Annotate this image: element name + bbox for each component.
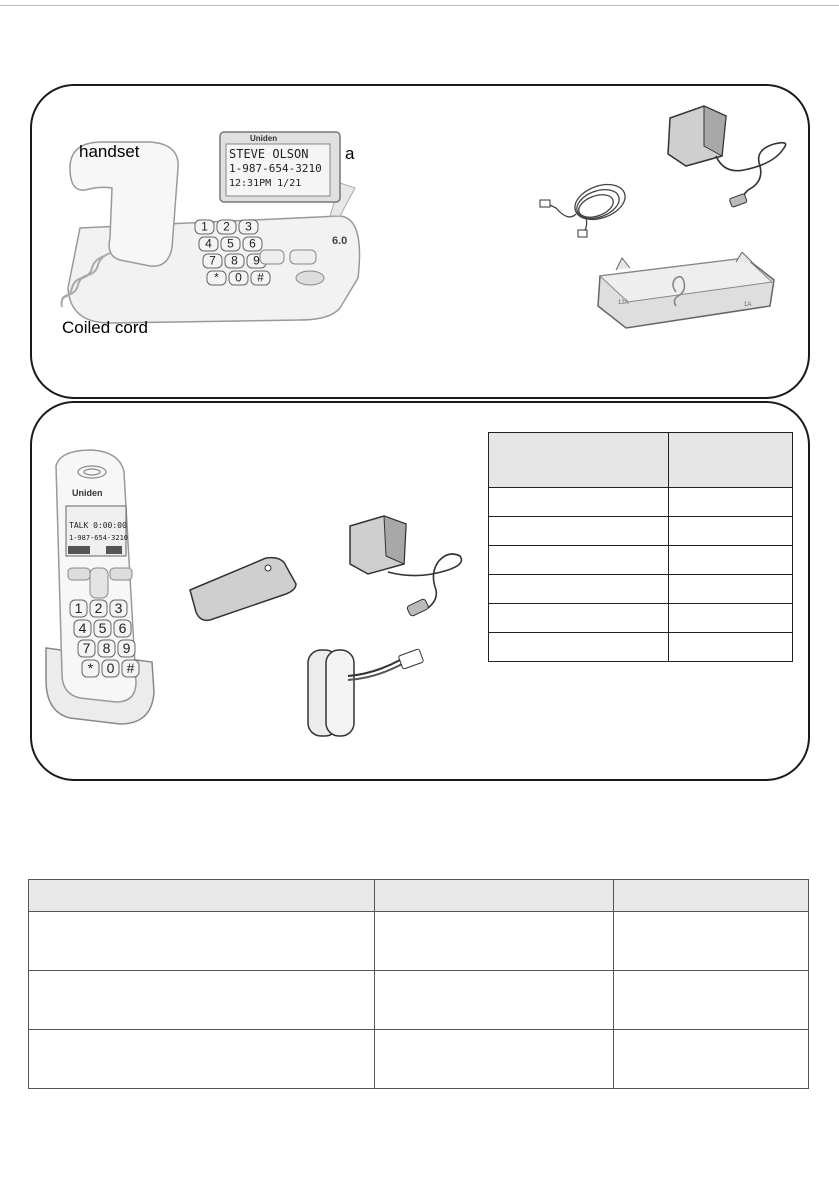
contents-table-row bbox=[489, 488, 793, 517]
specs-table-header-row bbox=[29, 880, 809, 912]
specs-table-header-cell bbox=[374, 880, 614, 912]
contents-table-cell bbox=[669, 546, 793, 575]
contents-table-cell bbox=[669, 633, 793, 662]
keypad-key-label: 9 bbox=[122, 639, 131, 656]
keypad-key-label: 2 bbox=[94, 599, 103, 616]
belt-clip-illustration bbox=[186, 556, 302, 622]
contents-table-cell bbox=[489, 517, 669, 546]
keypad-key-label: 5 bbox=[227, 236, 234, 251]
handset-display-line1: TALK 0:00:00 bbox=[69, 521, 127, 530]
keypad-key-label: 2 bbox=[223, 219, 230, 234]
keypad-key-label: # bbox=[126, 659, 135, 676]
keypad-key-label: * bbox=[87, 659, 94, 676]
a-label: a bbox=[345, 144, 355, 163]
phone-brand: Uniden bbox=[250, 134, 278, 143]
keypad-key-label: 4 bbox=[205, 236, 212, 251]
contents-table-cell bbox=[669, 517, 793, 546]
contents-table-cell bbox=[489, 575, 669, 604]
keypad-key-label: 4 bbox=[78, 619, 87, 636]
keypad-key-label: 7 bbox=[82, 639, 91, 656]
keypad-key-label: 9 bbox=[253, 253, 260, 268]
telephone-line-cord-illustration bbox=[538, 174, 634, 240]
handset-brand: Uniden bbox=[72, 488, 103, 498]
contents-table-cell bbox=[489, 633, 669, 662]
battery-pack-illustration bbox=[304, 646, 434, 740]
specs-table-cell bbox=[374, 971, 614, 1030]
handset-label: handset bbox=[79, 142, 140, 161]
contents-table-row bbox=[489, 546, 793, 575]
cordless-handset-illustration bbox=[40, 448, 160, 730]
keypad-key-label: 1 bbox=[201, 219, 208, 234]
keypad-key-label: 3 bbox=[114, 599, 123, 616]
specs-table-cell bbox=[29, 1030, 375, 1089]
keypad-key-label: 8 bbox=[102, 639, 111, 656]
keypad-key-label: 3 bbox=[245, 219, 252, 234]
contents-table-row bbox=[489, 604, 793, 633]
keypad-key-label: 6 bbox=[118, 619, 127, 636]
contents-table-cell bbox=[669, 575, 793, 604]
svg-text:1A: 1A bbox=[744, 302, 752, 308]
keypad-key-label: * bbox=[214, 270, 219, 285]
keypad-key-label: 5 bbox=[98, 619, 107, 636]
contents-table-row bbox=[489, 633, 793, 662]
phone-caller-number: 1-987-654-3210 bbox=[229, 162, 322, 175]
specs-table-cell bbox=[614, 1030, 809, 1089]
contents-table-cell bbox=[669, 488, 793, 517]
keypad-key-label: 1 bbox=[74, 599, 83, 616]
wall-mount-bracket-illustration bbox=[596, 252, 778, 332]
coiled-cord-label: Coiled cord bbox=[62, 318, 148, 337]
specs-table-cell bbox=[29, 971, 375, 1030]
keypad-key-label: 0 bbox=[106, 659, 115, 676]
contents-table-row bbox=[489, 517, 793, 546]
keypad-key-label: 6 bbox=[249, 236, 256, 251]
keypad-key-label: # bbox=[257, 270, 264, 285]
specs-table-row bbox=[29, 912, 809, 971]
phone-dect-badge: 6.0 bbox=[332, 235, 348, 247]
svg-text:12A: 12A bbox=[618, 300, 629, 306]
contents-table bbox=[488, 432, 793, 662]
contents-table-header-row bbox=[489, 433, 793, 488]
handset-ac-adapter-illustration bbox=[348, 514, 472, 620]
page-top-rule bbox=[0, 5, 839, 6]
specs-table-cell bbox=[614, 971, 809, 1030]
handset-display-line2: 1-987-654-3210 bbox=[69, 534, 129, 542]
contents-table-cell bbox=[669, 604, 793, 633]
specs-table-header-cell bbox=[614, 880, 809, 912]
keypad-key-label: 0 bbox=[235, 270, 242, 285]
contents-table-header-cell bbox=[669, 433, 793, 488]
contents-table-header-cell bbox=[489, 433, 669, 488]
contents-table-cell bbox=[489, 488, 669, 517]
phone-time-date: 12:31PM 1/21 bbox=[229, 178, 302, 189]
phone-caller-name: STEVE OLSON bbox=[229, 147, 309, 161]
keypad-key-label: 8 bbox=[231, 253, 238, 268]
specs-table-header-cell bbox=[29, 880, 375, 912]
contents-table-row bbox=[489, 575, 793, 604]
specs-table-row bbox=[29, 971, 809, 1030]
contents-table-cell bbox=[489, 604, 669, 633]
specs-table-row bbox=[29, 1030, 809, 1089]
specs-table bbox=[28, 879, 809, 1089]
specs-table-cell bbox=[374, 912, 614, 971]
contents-table-cell bbox=[489, 546, 669, 575]
specs-table-cell bbox=[374, 1030, 614, 1089]
specs-table-cell bbox=[29, 912, 375, 971]
specs-table-cell bbox=[614, 912, 809, 971]
keypad-key-label: 7 bbox=[209, 253, 216, 268]
base-ac-adapter-illustration bbox=[664, 104, 804, 212]
